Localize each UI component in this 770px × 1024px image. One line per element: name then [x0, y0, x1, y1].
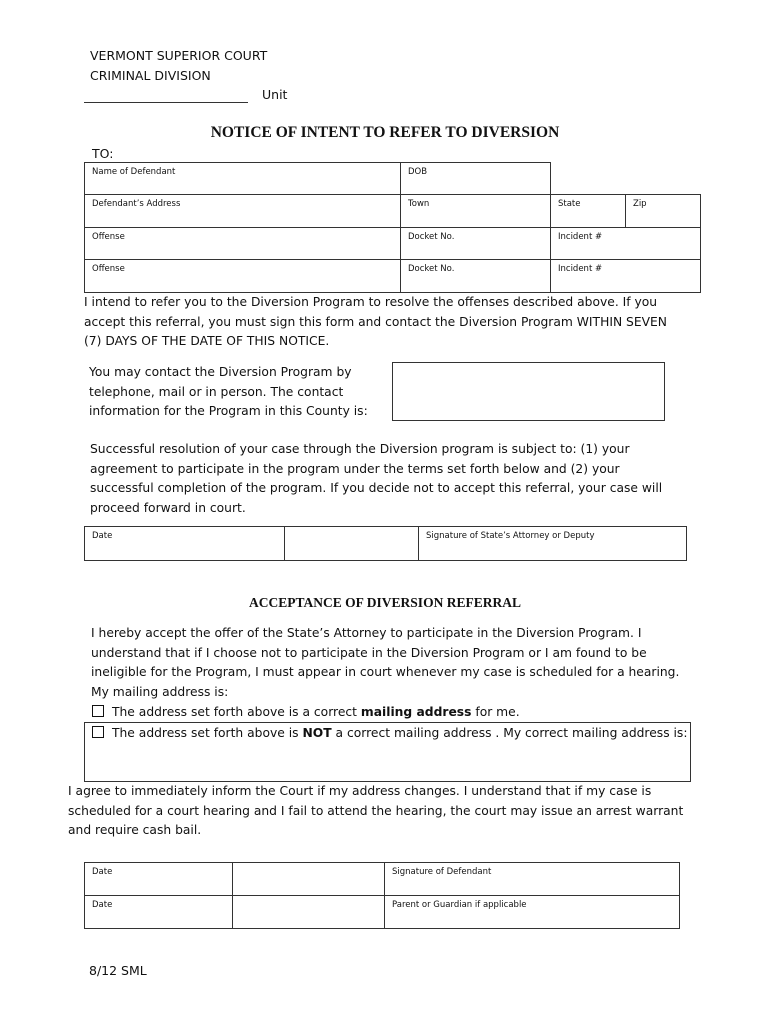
- state-attorney-signature-field[interactable]: [418, 526, 687, 561]
- acceptance-title: ACCEPTANCE OF DIVERSION REFERRAL: [249, 595, 521, 610]
- defendant-signature-field[interactable]: [384, 862, 680, 896]
- court-division: CRIMINAL DIVISION: [90, 68, 211, 83]
- town-field[interactable]: [400, 194, 551, 228]
- contact-paragraph: [89, 363, 368, 422]
- option-bold-text: mailing address: [360, 705, 472, 719]
- name-of-defendant-field[interactable]: [84, 162, 401, 195]
- agreement-paragraph: [68, 782, 683, 841]
- defendant-address-field[interactable]: [84, 194, 401, 228]
- state-field[interactable]: [550, 194, 626, 228]
- resolution-line: successful completion of the program. If you decide not to accept this referral, your case will: [90, 481, 663, 495]
- defendant-signature-label: Signature of Defendant: [392, 867, 492, 877]
- town-label: Town: [408, 199, 430, 209]
- guardian-signature-field[interactable]: [384, 895, 680, 929]
- option-text: a correct mailing address . My correct mailing address is:: [331, 726, 688, 740]
- state-attorney-signature-label: Signature of State’s Attorney or Deputy: [426, 531, 595, 541]
- to-label: TO:: [92, 146, 114, 161]
- offense-label-2: Offense: [92, 264, 125, 274]
- guardian-blank-field[interactable]: [232, 895, 385, 929]
- agreement-line: scheduled for a court hearing and I fail to attend the hearing, the court may issue an arrest warrant: [68, 803, 684, 818]
- intent-line: I intend to refer you to the Diversion Program to resolve the offenses described above. If you: [84, 295, 658, 309]
- acceptance-paragraph: [91, 624, 679, 702]
- zip-label: Zip: [633, 199, 647, 209]
- agreement-line: I agree to immediately inform the Court if my address changes. I understand that if my case is: [68, 784, 652, 798]
- resolution-line: agreement to participate in the program under the terms set forth below and (2) your: [90, 461, 620, 476]
- program-contact-box[interactable]: [392, 362, 665, 421]
- option-text: The address set forth above is a correct: [112, 705, 361, 719]
- incident-label-2: Incident #: [558, 264, 603, 274]
- resolution-paragraph: [90, 440, 662, 518]
- acceptance-line: ineligible for the Program, I must appear in court whenever my case is scheduled for a hearing.: [91, 665, 680, 679]
- incident-label-1: Incident #: [558, 232, 603, 242]
- intent-paragraph: [84, 293, 667, 352]
- guardian-signature-label: Parent or Guardian if applicable: [392, 900, 527, 910]
- page-title: NOTICE OF INTENT TO REFER TO DIVERSION: [210, 124, 560, 141]
- state-date-field[interactable]: [84, 526, 285, 561]
- defendant-date-label: Date: [92, 867, 113, 877]
- acceptance-line: I hereby accept the offer of the State’s Attorney to participate in the Diversion Program. I: [91, 626, 642, 640]
- guardian-date-field[interactable]: [84, 895, 233, 929]
- dob-label: DOB: [408, 167, 428, 177]
- contact-line: information for the Program in this County is:: [89, 404, 368, 418]
- unit-field-line[interactable]: [84, 102, 248, 103]
- resolution-line: Successful resolution of your case through the Diversion program is subject to: (1) your: [90, 442, 630, 456]
- docket-field-1[interactable]: [400, 227, 551, 260]
- form-code-footer: 8/12 SML: [89, 963, 147, 978]
- resolution-line: proceed forward in court.: [90, 500, 246, 515]
- address-incorrect-option[interactable]: [92, 724, 687, 744]
- offense-field-1[interactable]: [84, 227, 401, 260]
- zip-field[interactable]: [625, 194, 701, 228]
- state-label: State: [558, 199, 581, 209]
- docket-field-2[interactable]: [400, 259, 551, 293]
- agreement-line: and require cash bail.: [68, 823, 202, 837]
- defendant-date-field[interactable]: [84, 862, 233, 896]
- intent-line: (7) DAYS OF THE DATE OF THIS NOTICE.: [84, 334, 330, 348]
- option-text: for me.: [471, 705, 520, 719]
- option-text: The address set forth above is: [112, 726, 303, 740]
- state-date-label: Date: [92, 531, 113, 541]
- defendant-address-label: Defendant’s Address: [92, 199, 181, 209]
- acceptance-line: understand that if I choose not to participate in the Diversion Program or I am found to be: [91, 645, 647, 660]
- address-correct-option[interactable]: [92, 703, 520, 723]
- name-of-defendant-label: Name of Defendant: [92, 167, 176, 177]
- address-correct-checkbox[interactable]: [92, 705, 104, 717]
- offense-label-1: Offense: [92, 232, 125, 242]
- guardian-date-label: Date: [92, 900, 113, 910]
- option-bold-text: NOT: [302, 726, 332, 740]
- incident-field-1[interactable]: [550, 227, 701, 260]
- dob-field[interactable]: [400, 162, 551, 195]
- defendant-blank-field[interactable]: [232, 862, 385, 896]
- docket-label-2: Docket No.: [408, 264, 455, 274]
- state-blank-field[interactable]: [284, 526, 419, 561]
- incident-field-2[interactable]: [550, 259, 701, 293]
- docket-label-1: Docket No.: [408, 232, 455, 242]
- acceptance-line: My mailing address is:: [91, 684, 229, 699]
- court-name: VERMONT SUPERIOR COURT: [90, 48, 268, 63]
- unit-label: Unit: [262, 87, 288, 102]
- intent-line: accept this referral, you must sign this form and contact the Diversion Program WITHIN SEVEN: [84, 314, 668, 329]
- offense-field-2[interactable]: [84, 259, 401, 293]
- contact-line: You may contact the Diversion Program by: [89, 365, 352, 379]
- address-incorrect-checkbox[interactable]: [92, 726, 104, 738]
- contact-line: telephone, mail or in person. The contact: [89, 384, 344, 399]
